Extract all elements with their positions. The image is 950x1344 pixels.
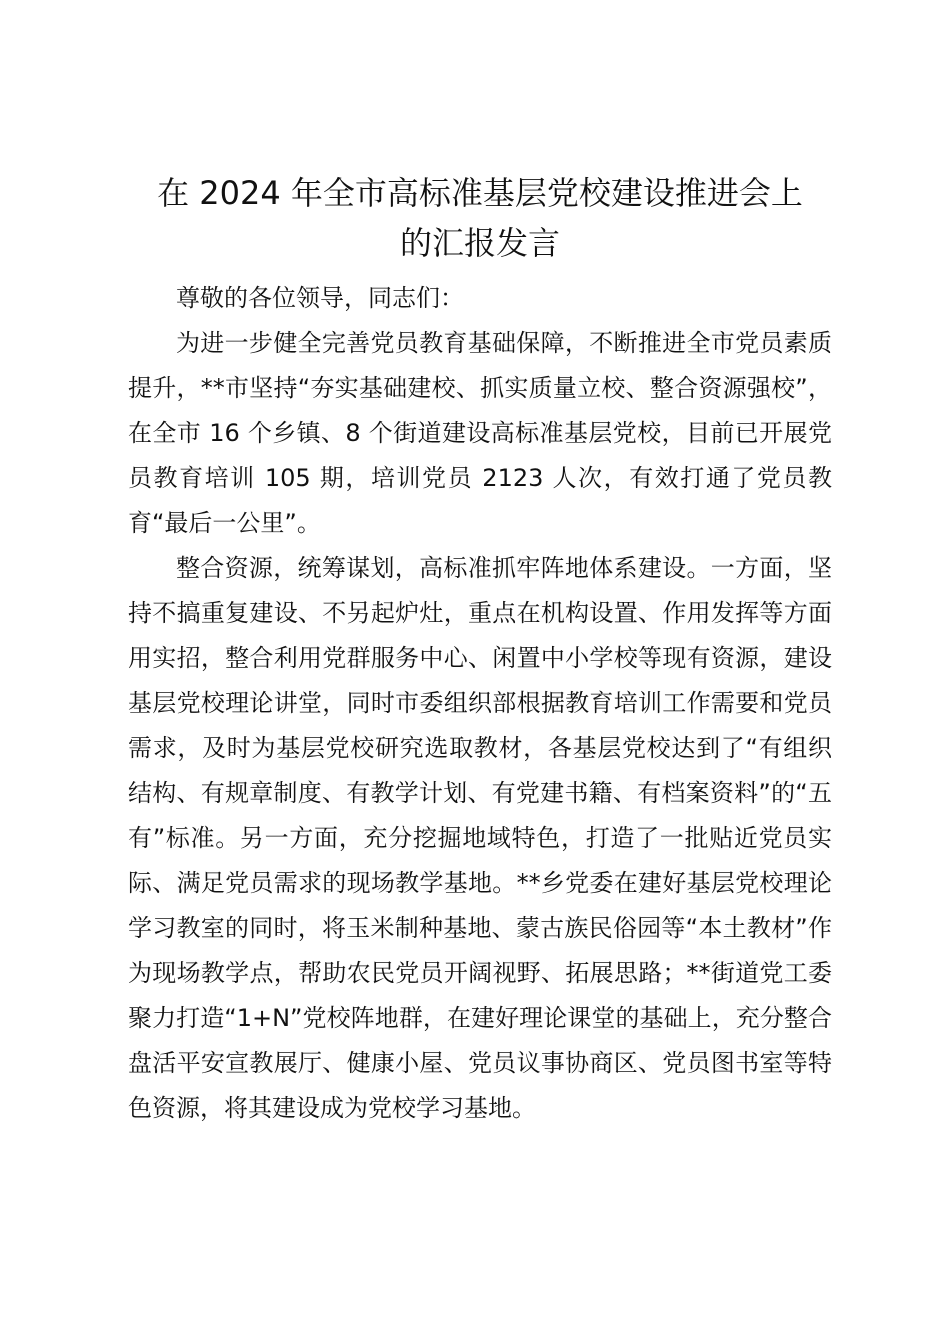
title-line-1: 在 2024 年全市高标准基层党校建设推进会上 xyxy=(157,174,803,212)
document-title xyxy=(128,168,832,268)
title-line-2: 的汇报发言 xyxy=(399,224,560,262)
document-body xyxy=(128,168,832,1131)
greeting: 尊敬的各位领导，同志们： xyxy=(176,284,464,312)
paragraph-resources: 整合资源，统筹谋划，高标准抓牢阵地体系建设。一方面，坚持不搞重复建设、不另起炉灶，重点在机构设置、作用发挥等方面用实招，整合利用党群服务中心、闲置中小学校等现有资源，建设基层党校理论讲堂，同时市委组织部根据教育培训工作需要和党员需求，及时为基层党校研究选取教材，各基层党校达到了“有组织结构、有规章制度、有教学计划、有党建书籍、有档案资料”的“五有”标准。另一方面，充分挖掘地域特色，打造了一批贴近党员实际、满足党员需求的现场教学基地。**乡党委在建好基层党校理论学习教室的同时，将玉米制种基地、蒙古族民俗园等“本土教材”作为现场教学点，帮助农民党员开阔视野、拓展思路；**街道党工委聚力打造“1+N”党校阵地群，在建好理论课堂的基础上，充分整合盘活平安宣教展厅、健康小屋、党员议事协商区、党员图书室等特色资源，将其建设成为党校学习基地。 xyxy=(128,554,832,1122)
paragraph-intro: 为进一步健全完善党员教育基础保障，不断推进全市党员素质提升，**市坚持“夯实基础建校、抓实质量立校、整合资源强校”，在全市 16 个乡镇、8 个街道建设高标准基层党校，目前已开展党员教育培训 105 期，培训党员 2123 人次，有效打通了党员教育“最后一公里”。 xyxy=(128,329,832,537)
